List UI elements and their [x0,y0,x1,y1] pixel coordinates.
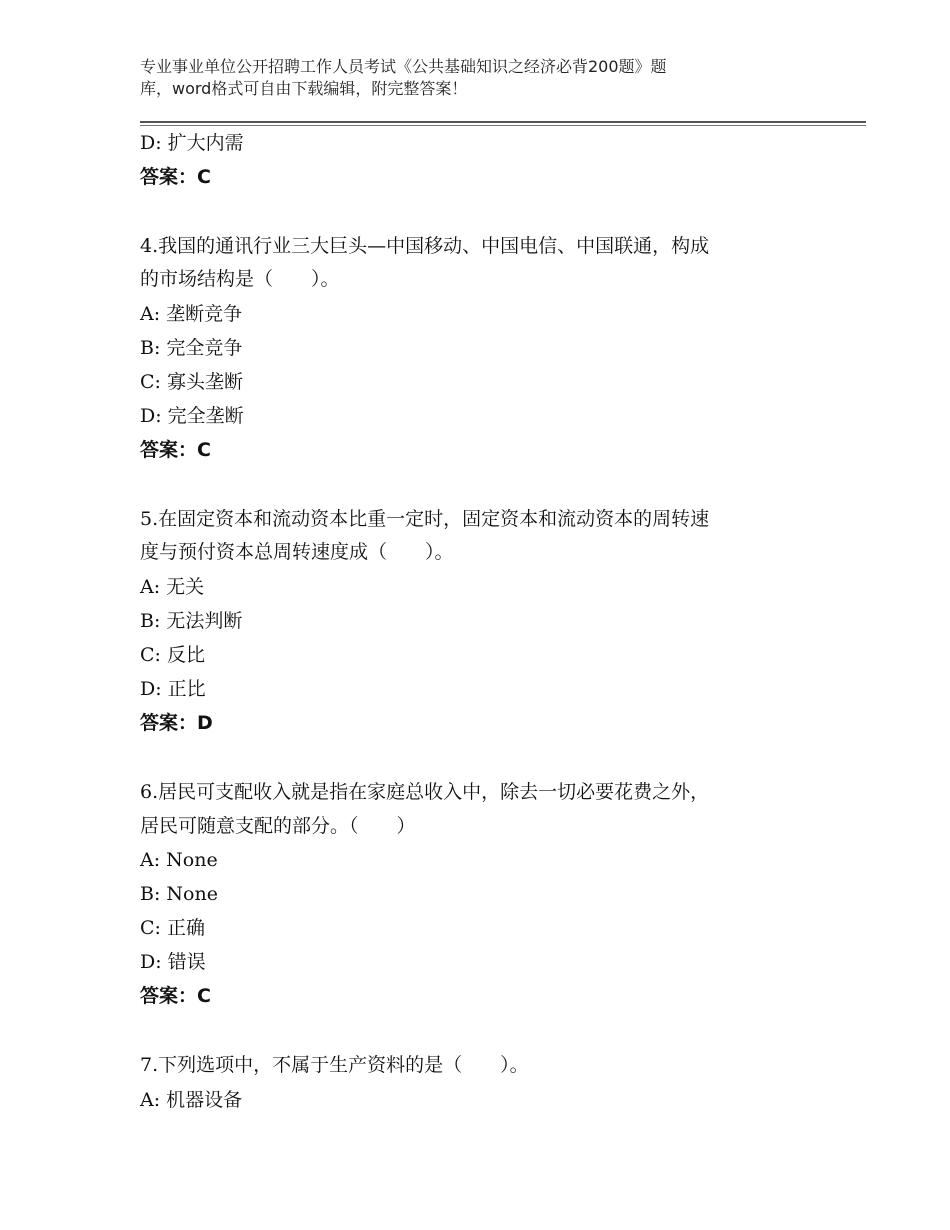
document-header [140,56,780,100]
question-6-stem-cont: 居民可随意支配的部分。（ ） [140,815,416,837]
question-5-option-c: C: 反比 [140,644,205,666]
question-4-option-b: B: 完全竞争 [140,337,243,359]
option-d: D: 扩大内需 [140,132,244,154]
question-6-option-a: A: None [140,849,218,871]
question-5-answer: 答案：D [140,712,213,734]
question-5-stem: 5.在固定资本和流动资本比重一定时，固定资本和流动资本的周转速 [140,508,710,530]
header-line-1: 专业事业单位公开招聘工作人员考试《公共基础知识之经济必背200题》题 [140,57,667,76]
question-4-option-a: A: 垄断竞争 [140,303,243,325]
question-4-stem-cont: 的市场结构是（ ）。 [140,268,340,290]
question-4-option-c: C: 寡头垄断 [140,371,243,393]
question-4-answer: 答案：C [140,439,211,461]
question-5-option-d: D: 正比 [140,678,206,700]
question-5-stem-cont: 度与预付资本总周转速度成（ ）。 [140,541,454,563]
header-divider [140,121,866,123]
question-6-answer: 答案：C [140,985,211,1007]
answer: 答案：C [140,166,211,188]
question-7-option-a: A: 机器设备 [140,1089,243,1111]
header-divider-thin [140,125,866,126]
question-5-option-a: A: 无关 [140,576,205,598]
question-7-stem: 7.下列选项中，不属于生产资料的是（ ）。 [140,1054,529,1076]
question-6-option-c: C: 正确 [140,917,205,939]
question-6-option-d: D: 错误 [140,951,206,973]
question-4-stem: 4.我国的通讯行业三大巨头—中国移动、中国电信、中国联通，构成 [140,235,710,257]
question-4-option-d: D: 完全垄断 [140,405,244,427]
question-6-option-b: B: None [140,883,218,905]
header-line-2: 库，word格式可自由下载编辑，附完整答案！ [140,79,468,98]
question-5-option-b: B: 无法判断 [140,610,243,632]
question-6-stem: 6.居民可支配收入就是指在家庭总收入中，除去一切必要花费之外， [140,781,710,803]
